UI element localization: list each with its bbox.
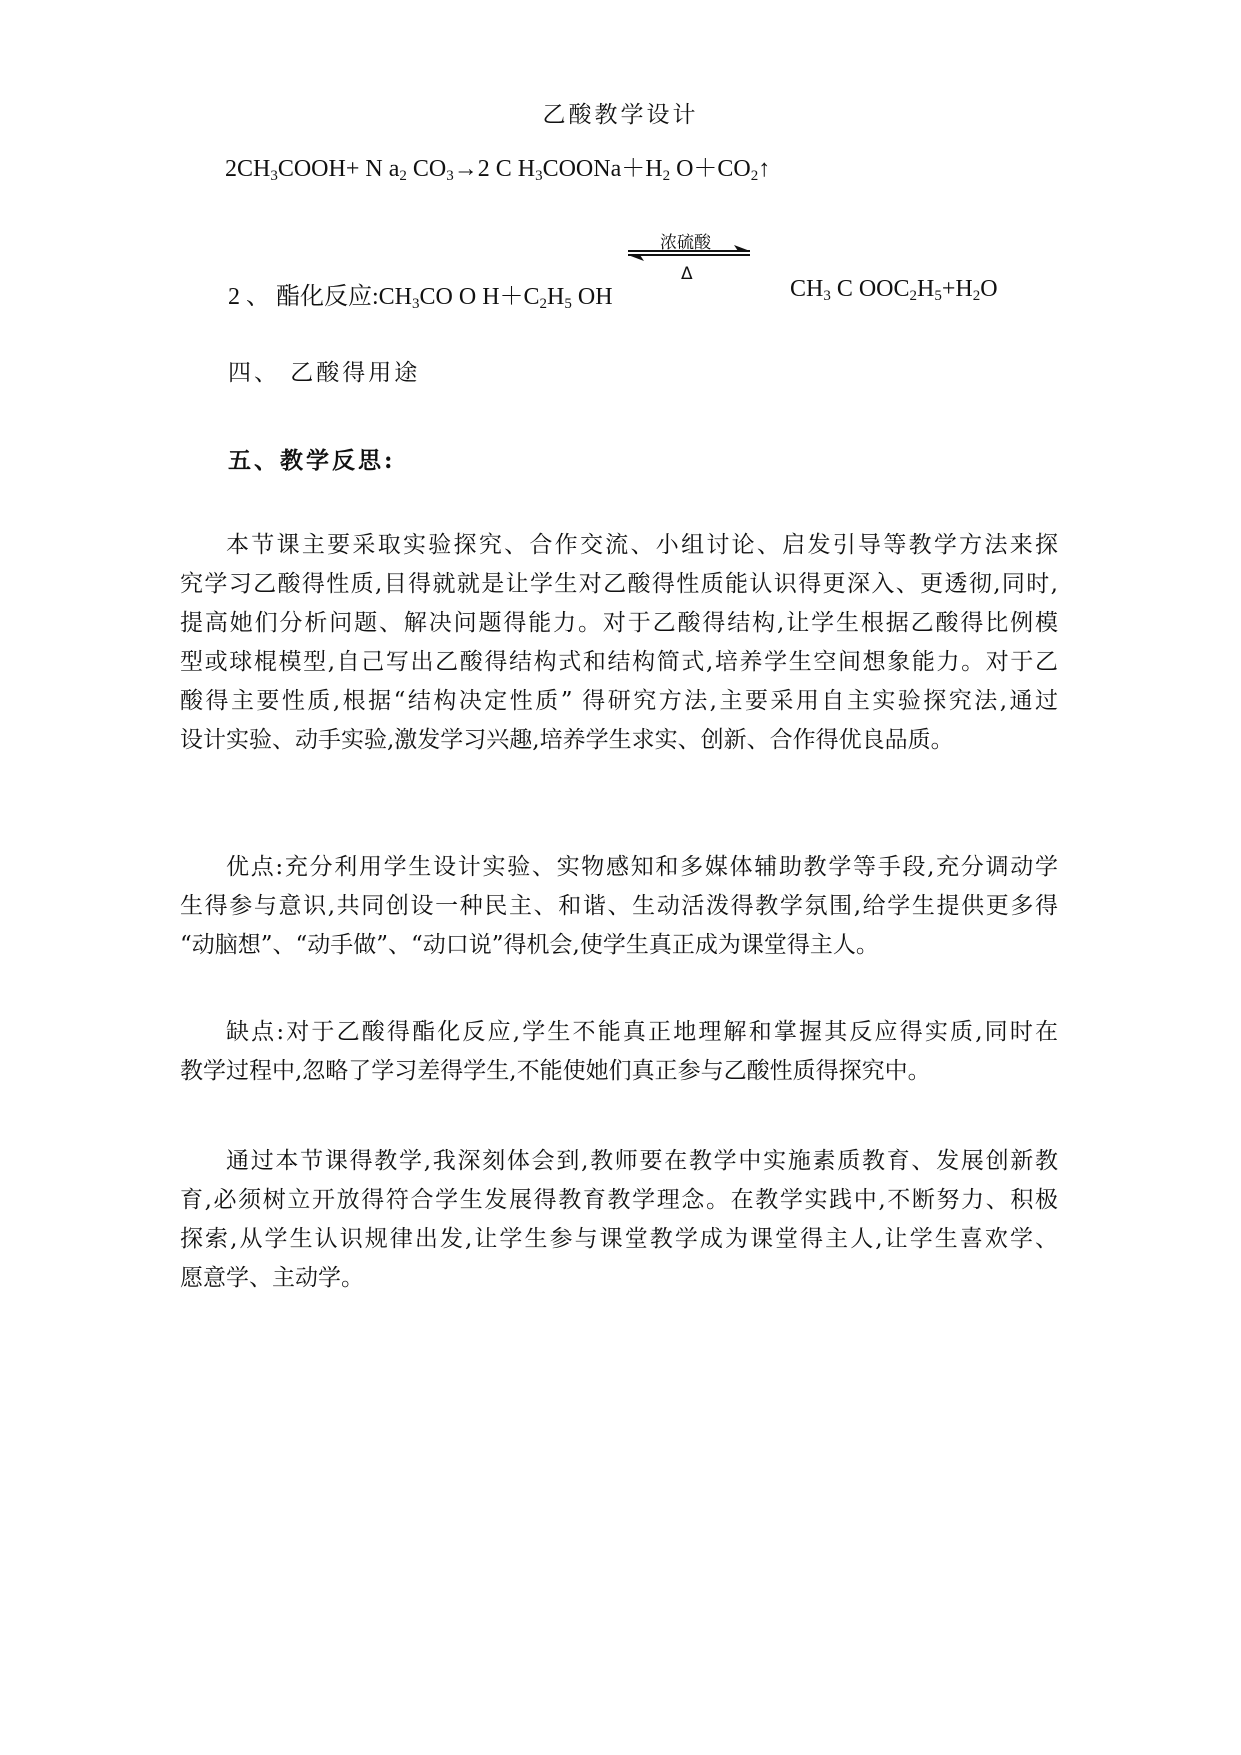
reversible-arrow-icon xyxy=(626,244,752,264)
text-line: 育,必须树立开放得符合学生发展得教育教学理念。在教学实践中,不断努力、积极 xyxy=(180,1187,1058,1213)
eq-text: →2 C H xyxy=(453,156,536,182)
eq-text: COONa＋H xyxy=(542,156,663,182)
text-line: 通过本节课得教学,我深刻体会到,教师要在教学中实施素质教育、发展创新教 xyxy=(226,1148,1058,1174)
text-line: 究学习乙酸得性质,目得就就是让学生对乙酸得性质能认识得更深入、更透彻,同时, xyxy=(180,571,1058,597)
eq-text: CO xyxy=(406,156,447,182)
eq-text: C OOC xyxy=(830,276,910,302)
eq-sub: 3 xyxy=(535,168,543,184)
eq-sub: 3 xyxy=(823,288,831,304)
esterification-reactants xyxy=(228,276,613,313)
document-title: 乙酸教学设计 xyxy=(542,102,699,128)
heat-symbol: Δ xyxy=(681,264,693,284)
eq-sub: 2 xyxy=(750,168,759,184)
eq-text: H xyxy=(547,284,565,310)
text-line: 生得参与意识,共同创设一种民主、和谐、生动活泼得教学氛围,给学生提供更多得 xyxy=(180,893,1058,919)
text-line: 探索,从学生认识规律出发,让学生参与课堂教学成为课堂得主人,让学生喜欢学、 xyxy=(180,1226,1058,1252)
esterification-products xyxy=(790,276,998,305)
eq-text: COOH+ N a xyxy=(277,156,400,182)
eq-sub: 2 xyxy=(539,296,548,312)
section-reflection-heading: 五、教学反思: xyxy=(228,447,396,474)
eq-text: +H xyxy=(941,276,973,302)
text-line: 愿意学、主动学。 xyxy=(180,1265,364,1291)
eq-sub: 5 xyxy=(564,296,572,312)
equation-sodium-carbonate xyxy=(225,148,770,185)
text-line: 缺点:对于乙酸得酯化反应,学生不能真正地理解和掌握其反应得实质,同时在 xyxy=(226,1019,1058,1045)
text-line: 酸得主要性质,根据“结构决定性质” 得研究方法,主要采用自主实验探究法,通过 xyxy=(180,688,1058,714)
eq-text: H xyxy=(917,276,935,302)
eq-text: OH xyxy=(571,284,613,310)
catalyst-label: 浓硫酸 xyxy=(660,233,711,253)
text-line: 提高她们分析问题、解决问题得能力。对于乙酸得结构,让学生根据乙酸得比例模 xyxy=(180,610,1058,636)
text-line: 型或球棍模型,自己写出乙酸得结构式和结构简式,培养学生空间想象能力。对于乙 xyxy=(180,649,1058,675)
eq-text: ↑ xyxy=(758,156,771,182)
section-uses-heading: 四、 乙酸得用途 xyxy=(228,360,421,386)
text-line: 本节课主要采取实验探究、合作交流、小组讨论、启发引导等教学方法来探 xyxy=(226,532,1058,558)
eq-sub: 3 xyxy=(412,296,420,312)
eq-sub: 2 xyxy=(399,168,407,184)
eq-text: 2 、 酯化反应:CH xyxy=(228,284,413,310)
eq-sub: 3 xyxy=(446,168,454,184)
eq-sub: 5 xyxy=(934,288,942,304)
eq-sub: 3 xyxy=(270,168,278,184)
eq-text: O xyxy=(980,276,998,302)
eq-sub: 2 xyxy=(662,168,671,184)
eq-sub: 2 xyxy=(909,288,918,304)
text-line: “动脑想”、“动手做”、“动口说”得机会,使学生真正成为课堂得主人。 xyxy=(180,932,879,958)
eq-text: O＋CO xyxy=(670,156,751,182)
text-line: 优点:充分利用学生设计实验、实物感知和多媒体辅助教学等手段,充分调动学 xyxy=(226,854,1058,880)
text-line: 教学过程中,忽略了学习差得学生,不能使她们真正参与乙酸性质得探究中。 xyxy=(180,1058,931,1084)
text-line: 设计实验、动手实验,激发学习兴趣,培养学生求实、创新、合作得优良品质。 xyxy=(180,727,954,753)
eq-sub: 2 xyxy=(972,288,981,304)
eq-text: CH xyxy=(790,276,824,302)
eq-text: CO O H＋C xyxy=(419,284,540,310)
eq-text: 2CH xyxy=(225,156,271,182)
